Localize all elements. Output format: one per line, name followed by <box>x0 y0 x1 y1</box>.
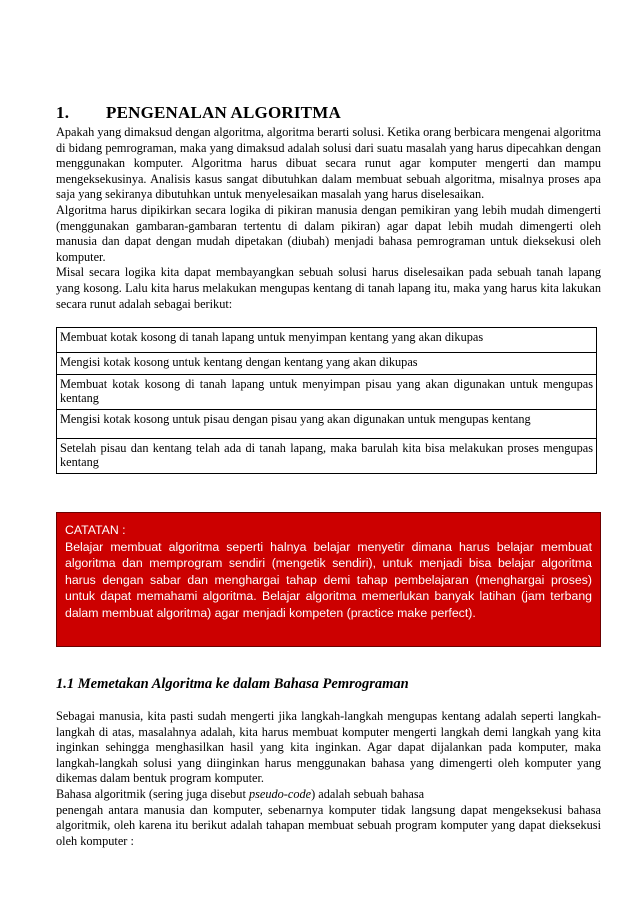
subsection-paragraph-1: Sebagai manusia, kita pasti sudah mengerti jika langkah-langkah mengupas kentang adalah seperti langkah-langkah di atas, masalahnya adalah, kita harus membuat komputer mengerti langkah demi langkah yang kita inginkan sehingga menghasilkan hasil yang kita inginkan. Agar dapat dijalankan pada komputer, maka langkah-langkah solusi yang diinginkan harus menggunakan bahasa yang dimengerti oleh komputer yang dikemas dalam bentuk program komputer. <box>56 709 601 786</box>
para2-before: Bahasa algoritmik (sering juga disebut <box>56 786 249 801</box>
step-cell: Membuat kotak kosong di tanah lapang untuk menyimpan kentang yang akan dikupas <box>57 328 597 353</box>
subsection-paragraph-3: penengah antara manusia dan komputer, sebenarnya komputer tidak langsung dapat mengeksekusi bahasa algoritmik, oleh karena itu berikut adalah tahapan membuat sebuah program komputer yang dapat dieksekusi oleh komputer : <box>56 802 601 848</box>
section-number: 1. <box>56 103 70 122</box>
step-cell: Membuat kotak kosong di tanah lapang untuk menyimpan pisau yang akan digunakan untuk mengupas kentang <box>57 375 597 410</box>
subsection-heading: 1.1 Memetakan Algoritma ke dalam Bahasa Pemrograman <box>56 676 409 692</box>
pseudo-code-term: pseudo-code <box>248 786 312 801</box>
intro-paragraph-3: Misal secara logika kita dapat membayangkan sebuah solusi harus diselesaikan pada sebuah tanah lapang yang kosong. Lalu kita harus melakukan mengupas kentang di tanah lapang itu, maka yang harus kita lakukan secara runut adalah sebagai berikut: <box>56 265 601 311</box>
note-title: CATATAN : <box>65 523 126 537</box>
subsection-paragraph-2 <box>56 787 601 803</box>
intro-text <box>56 125 601 312</box>
note-body: Belajar membuat algoritma seperti halnya belajar menyetir dimana harus belajar membuat algoritma dan memprogram sendiri (mengetik sendiri), untuk menjadi bisa belajar algoritma harus dengan sabar dan menghargai tahap demi tahap pembelajaran (menghargai proses) untuk dapat memahami algoritma. Belajar algoritma memerlukan banyak latihan (jam terbang dalam membuat algoritma) agar menjadi kompeten (practice make perfect). <box>65 539 592 620</box>
section-heading <box>56 103 341 123</box>
section-title: PENGENALAN ALGORITMA <box>106 103 341 122</box>
intro-paragraph-2: Algoritma harus dipikirkan secara logika di pikiran manusia dengan pemikiran yang lebih mudah dimengerti (menggunakan gambaran-gambaran tertentu di dalam pikiran) agar dapat lebih mudah dimengerti oleh manusia dan dapat dengan mudah dipetakan (diubah) menjadi bahasa pemrograman untuk dieksekusi oleh komputer. <box>56 202 601 264</box>
table-row <box>57 410 597 439</box>
table-row <box>57 439 597 474</box>
step-cell: Mengisi kotak kosong untuk kentang dengan kentang yang akan dikupas <box>57 353 597 375</box>
step-cell: Setelah pisau dan kentang telah ada di tanah lapang, maka barulah kita bisa melakukan proses mengupas kentang <box>57 439 597 474</box>
note-box <box>56 512 601 647</box>
table-row <box>57 328 597 353</box>
intro-paragraph-1: Apakah yang dimaksud dengan algoritma, algoritma berarti solusi. Ketika orang berbicara mengenai algoritma di bidang pemrograman, maka yang dimaksud adalah solusi dari suatu masalah yang harus dipecahkan dengan menggunakan komputer. Algoritma harus dibuat secara runut agar komputer mengerti dan mampu mengeksekusinya. Analisis kasus sangat dibutuhkan dalam membuat sebuah algoritma, misalnya proses apa saja yang sekiranya dibutuhkan untuk menyelesaikan masalah yang harus diselesaikan. <box>56 125 601 202</box>
steps-table <box>56 327 597 474</box>
table-row <box>57 353 597 375</box>
subsection-text <box>56 709 601 849</box>
table-row <box>57 375 597 410</box>
step-cell: Mengisi kotak kosong untuk pisau dengan pisau yang akan digunakan untuk mengupas kentang <box>57 410 597 439</box>
para2-after: ) adalah sebuah bahasa <box>311 786 425 801</box>
